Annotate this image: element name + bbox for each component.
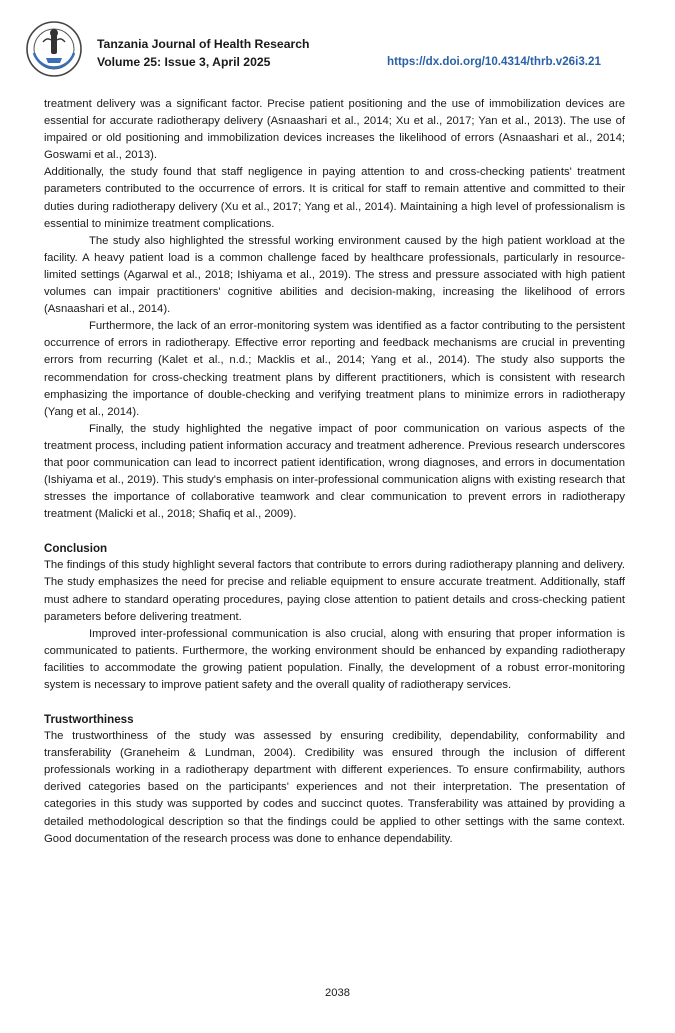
body-paragraph: Furthermore, the lack of an error-monitoring system was identified as a factor contributing to the persistent occurrence of errors in radiotherapy. Effective error reporting and feedback mechanisms are crucial in preventing errors from recurring (Kalet et al., n.d.; Macklis et al., 2014; Yang et al., 2014). The study also supports the recommendation for cross-checking treatment plans by different practitioners, which is consistent with research emphasizing the importance of double-checking and verifying treatment plans to minimize errors in radiotherapy (Yang et al., 2014). (44, 320, 625, 418)
section-heading-conclusion: Conclusion (44, 542, 108, 556)
conclusion-paragraph: The findings of this study highlight several factors that contribute to errors during radiotherapy planning and delivery. The study emphasizes the need for precise and reliable equipment to ensure accurate treatment. Additionally, staff must adhere to standard operating procedures, paying close attention to patient details and cross-checking patient parameters before delivering treatment. (44, 559, 625, 623)
article-body (44, 96, 625, 848)
body-paragraph: Additionally, the study found that staff negligence in paying attention to and cross-checking patients' treatment parameters contributed to the occurrence of errors. It is critical for staff to remain attentive and committed to their duties during radiotherapy delivery (Xu et al., 2017; Yang et al., 2014). Maintaining a high level of professionalism is essential to minimize treatment complications. (44, 166, 625, 230)
journal-title: Tanzania Journal of Health Research (97, 37, 310, 51)
doi-link[interactable]: https://dx.doi.org/10.4314/thrb.v26i3.21 (387, 55, 601, 68)
body-paragraph: The study also highlighted the stressful working environment caused by the high patient workload at the facility. A heavy patient load is a common challenge faced by healthcare professionals, particularly in resource-limited settings (Agarwal et al., 2018; Ishiyama et al., 2019). The stress and pressure associated with high patient volumes can impair practitioners' cognitive abilities and decision-making, increasing the likelihood of errors (Asnaashari et al., 2014). (44, 234, 625, 316)
trustworthiness-paragraph: The trustworthiness of the study was assessed by ensuring credibility, dependability, conformability and transferability (Graneheim & Lundman, 2004). Credibility was ensured through the inclusion of different professionals working in a radiotherapy department with different experiences. To ensure confirmability, authors derived categories based on the participants' experiences and not their interpretation. The presentation of categories in this study was supported by codes and succinct quotes. Transferability was attained by providing a detailed methodological description so that the findings could be applied to other settings with the same context. Good documentation of the research process was done to enhance dependability. (44, 730, 625, 845)
body-paragraph: Finally, the study highlighted the negative impact of poor communication on various aspects of the treatment process, including patient information accuracy and treatment adherence. Previous research underscores that poor communication can lead to incorrect patient identification, wrong diagnoses, and errors in documentation (Ishiyama et al., 2019). This study's emphasis on inter-professional communication aligns with existing research that stresses the importance of collaborative teamwork and clear communication to prevent errors in radiotherapy treatment (Malicki et al., 2018; Shafiq et al., 2009). (44, 422, 625, 521)
body-paragraph: treatment delivery was a significant factor. Precise patient positioning and the use of immobilization devices are essential for accurate radiotherapy delivery (Asnaashari et al., 2014; Xu et al., 2017; Yan et al., 2013). The use of impaired or old positioning and immobilization devices increases the likelihood of errors (Asnaashari et al., 2014; Goswami et al., 2013). (44, 98, 625, 162)
section-heading-trustworthiness: Trustworthiness (44, 713, 134, 727)
journal-seal-logo (25, 20, 83, 78)
conclusion-paragraph: Improved inter-professional communication is also crucial, along with ensuring that proper information is communicated to patients. Furthermore, the working environment should be enhanced by expanding radiotherapy facilities to accommodate the growing patient population. Finally, the development of a robust error-monitoring system is necessary to improve patient safety and the overall quality of radiotherapy services. (44, 627, 625, 691)
journal-volume-issue: Volume 25: Issue 3, April 2025 (97, 55, 271, 69)
page-number: 2038 (325, 987, 350, 999)
page-header (20, 14, 660, 84)
